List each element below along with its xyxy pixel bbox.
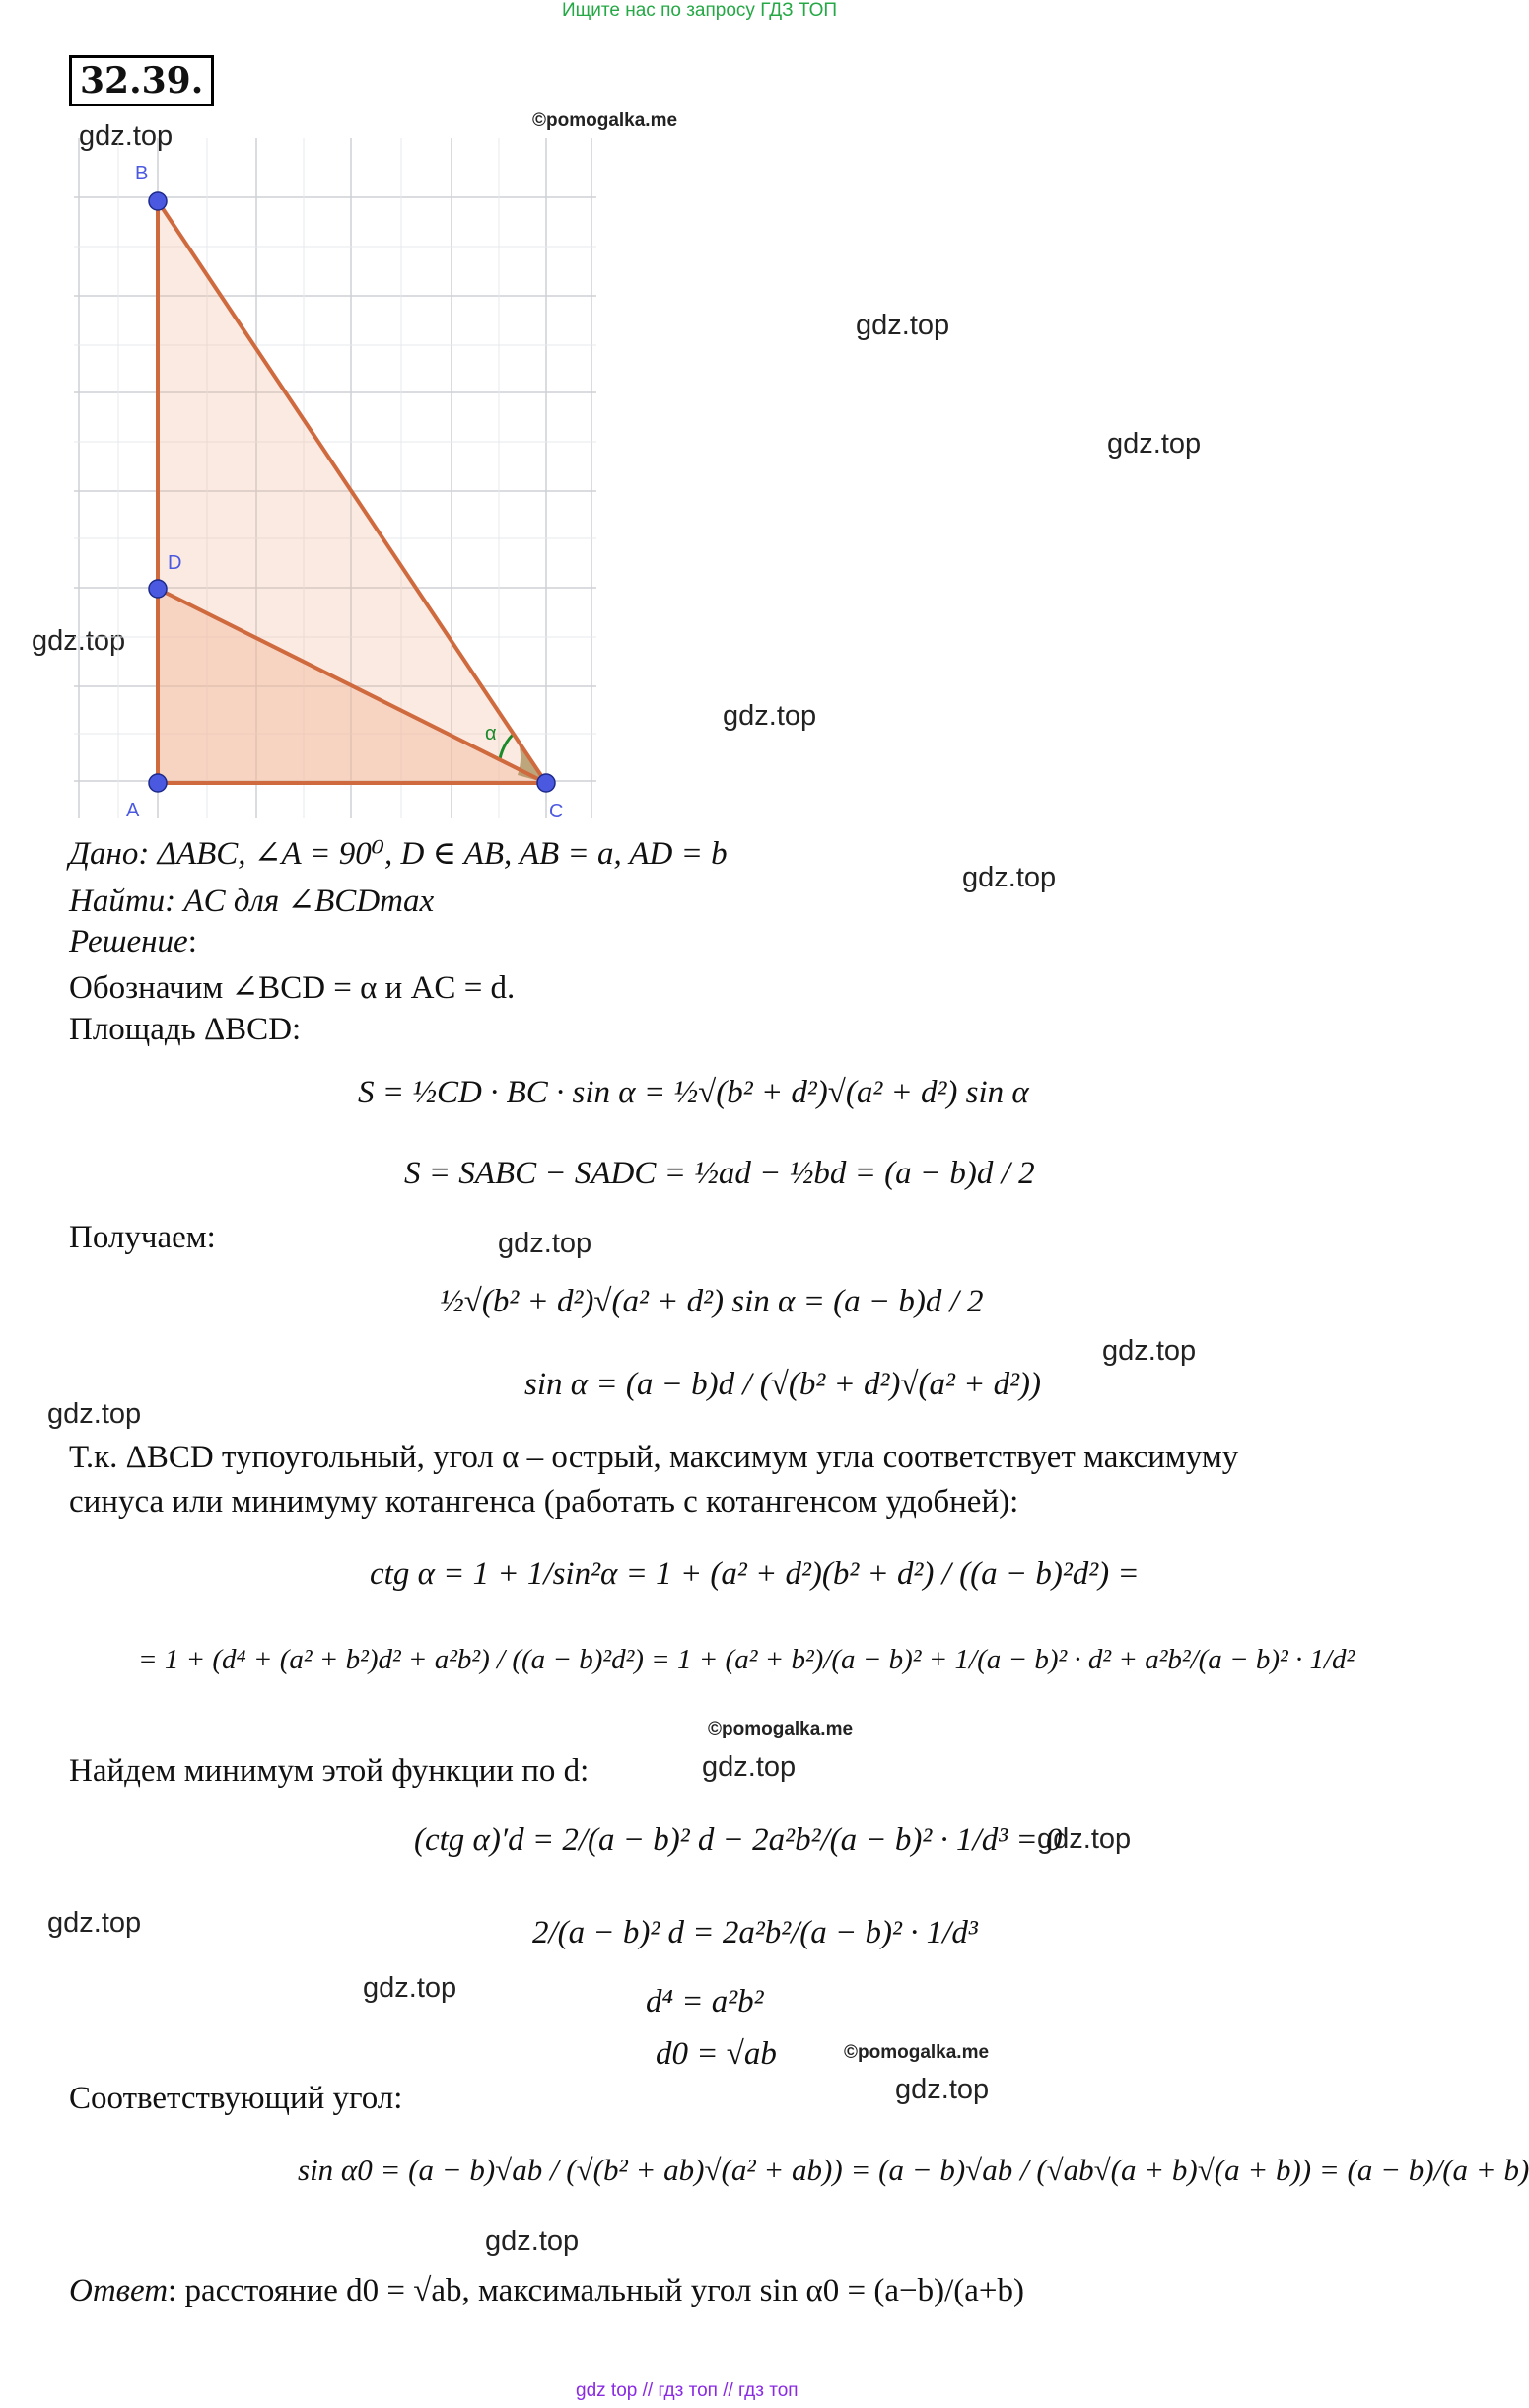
watermark: gdz.top xyxy=(485,2226,580,2257)
watermark: gdz.top xyxy=(498,1228,592,1259)
equation-sin-alpha: sin α = (a − b)d / (√(b² + d²)√(a² + d²)) xyxy=(524,1367,1042,1402)
watermark: gdz.top xyxy=(1102,1335,1197,1367)
watermark: gdz.top xyxy=(47,1398,142,1430)
watermark: gdz.top xyxy=(895,2074,990,2105)
label-d: D xyxy=(168,552,182,574)
solution-heading: Решение: xyxy=(69,924,197,959)
paragraph-line-2: синуса или минимуму котангенса (работать с котангенсом удобней): xyxy=(69,1484,1019,1520)
find-line: Найти: AC для ∠BCDmax xyxy=(69,884,435,919)
given-line: Дано: ΔABC, ∠A = 90⁰, D ∈ AB, AB = a, AD = b xyxy=(69,836,728,872)
watermark: gdz.top xyxy=(962,862,1057,893)
equation-3: ½√(b² + d²)√(a² + d²) sin α = (a − b)d / 2 xyxy=(440,1284,984,1319)
watermark: gdz.top xyxy=(1037,1823,1132,1855)
watermark: gdz.top xyxy=(723,700,817,732)
copyright-watermark: ©pomogalka.me xyxy=(532,110,678,131)
denote-line: Обозначим ∠BCD = α и AC = d. xyxy=(69,970,516,1006)
equation-8: 2/(a − b)² d = 2a²b²/(a − b)² · 1/d³ xyxy=(532,1915,978,1950)
answer-line: Ответ: расстояние d0 = √ab, максимальный угол sin α0 = (a−b)/(a+b) xyxy=(69,2273,1024,2308)
top-banner: Ищите нас по запросу ГДЗ ТОП xyxy=(562,0,838,21)
watermark: gdz.top xyxy=(79,120,174,152)
equation-d0: d0 = √ab xyxy=(656,2036,777,2072)
watermark: gdz.top xyxy=(363,1972,457,2004)
bottom-banner: gdz top // гдз топ // гдз топ xyxy=(576,2380,799,2401)
problem-number: 32.39. xyxy=(69,55,214,106)
label-c: C xyxy=(549,801,564,822)
label-b: B xyxy=(135,163,149,184)
area-line: Площадь ΔBCD: xyxy=(69,1012,302,1047)
copyright-watermark: ©pomogalka.me xyxy=(844,2042,990,2063)
paragraph-line-1: Т.к. ΔBCD тупоугольный, угол α – острый, максимум угла соответствует максимуму xyxy=(69,1440,1239,1475)
watermark: gdz.top xyxy=(856,310,950,341)
watermark: gdz.top xyxy=(1107,428,1202,460)
equation-sin-alpha0: sin α0 = (a − b)√ab / (√(b² + ab)√(a² + ab)) = (a − b)√ab / (√ab√(a + b)√(a + b)) = (a − b)/(a + b) xyxy=(298,2153,1529,2187)
copyright-watermark: ©pomogalka.me xyxy=(708,1719,854,1739)
get-line: Получаем: xyxy=(69,1220,216,1255)
angle-line: Соответствующий угол: xyxy=(69,2081,403,2116)
angle-alpha-label: α xyxy=(485,723,497,744)
equation-area-1: S = ½CD · BC · sin α = ½√(b² + d²)√(a² + d²) sin α xyxy=(358,1075,1029,1110)
watermark: gdz.top xyxy=(32,625,126,657)
label-a: A xyxy=(126,800,140,821)
watermark: gdz.top xyxy=(702,1751,797,1783)
minimum-line: Найдем минимум этой функции по d: xyxy=(69,1753,590,1789)
equation-derivative: (ctg α)′d = 2/(a − b)² d − 2a²b²/(a − b)² · 1/d³ = 0 xyxy=(414,1822,1063,1858)
equation-area-2: S = SABC − SADC = ½ad − ½bd = (a − b)d / 2 xyxy=(404,1156,1035,1191)
equation-ctg-1: ctg α = 1 + 1/sin²α = 1 + (a² + d²)(b² + d²) / ((a − b)²d²) = xyxy=(370,1556,1140,1592)
equation-ctg-2: = 1 + (d⁴ + (a² + b²)d² + a²b²) / ((a − b)²d²) = 1 + (a² + b²)/(a − b)² + 1/(a − b)² · d² + a²b²/(a − b)² · 1/d² xyxy=(138,1644,1355,1675)
triangle-figure xyxy=(69,133,601,833)
equation-9: d⁴ = a²b² xyxy=(646,1984,764,2019)
watermark: gdz.top xyxy=(47,1907,142,1939)
